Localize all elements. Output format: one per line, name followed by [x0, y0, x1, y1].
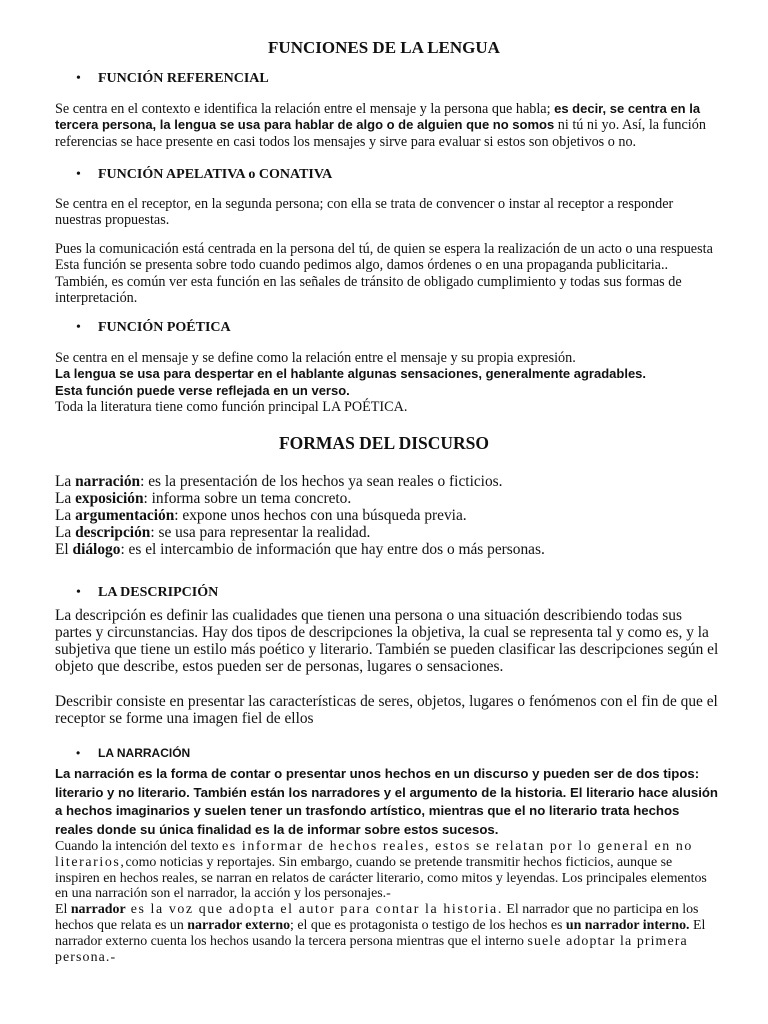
text-bold: un narrador interno.	[565, 917, 690, 933]
text-bold: es decir, se centra en la tercera persona, la lengua se usa para hablar de algo o de alguien que no somos	[55, 101, 701, 133]
paragraph-referencial	[55, 101, 720, 150]
list-item: La descripción: se usa para representar la realidad.	[55, 524, 371, 541]
text: Toda la literatura tiene como función principal LA POÉTICA.	[55, 398, 408, 415]
heading-funcion-referencial	[76, 71, 269, 87]
text-spaced: es la voz que adopta el autor para contar la historia.	[125, 902, 503, 918]
paragraph-descripcion-2: Describir consiste en presentar las características de seres, objetos, lugares o fenómenos con el fin de que el receptor se forme una imagen fiel de ellos	[55, 693, 718, 727]
title-funciones: FUNCIONES DE LA LENGUA	[268, 38, 500, 57]
text-bold: La lengua se usa para despertar en el hablante algunas sensaciones, generalmente agradables.	[55, 366, 647, 382]
text: como noticias y reportajes. Sin embargo, cuando se pretende transmitir hechos ficticios, aunque se inspiren en hechos reales, se narran en relatos de carácter literario, como mitos y leyendas. Los principales elementos en una narración son el narrador, la acción y los personajes.-	[55, 854, 707, 902]
text: También, es común ver esta función en las señales de tránsito de obligado cumplimiento y todas sus formas de interpretación.	[55, 273, 682, 306]
bullet-icon: •	[76, 320, 81, 335]
paragraph-descripcion-1: La descripción es definir las cualidades que tienen una persona o una situación describiendo todas sus partes y circunstancias. Hay dos tipos de descripciones la objetiva, la cual se representa tal y como es, y la subjetiva que tiene un estilo más poético y literario. También se pueden clasificar las descripciones según el objeto que describe, estos pueden ser de personas, lugares o sensaciones.	[55, 607, 719, 675]
title-formas-discurso: FORMAS DEL DISCURSO	[278, 433, 490, 453]
heading-la-narracion	[76, 746, 190, 760]
text: ni tú ni yo. Así, la función referencias se hace presente en casi todos los mensajes y sirve para evaluar si estos son objetivos o no.	[55, 117, 706, 150]
heading-label: FUNCIÓN REFERENCIAL	[98, 71, 269, 86]
text: Cuando la intención del texto	[55, 839, 223, 854]
formas-list	[55, 473, 720, 558]
text-spaced: suele adoptar la primera persona.-	[55, 933, 688, 965]
bullet-icon: •	[76, 585, 81, 600]
heading-label: FUNCIÓN APELATIVA o CONATIVA	[98, 167, 333, 182]
paragraph-narracion-texto	[55, 839, 720, 965]
bullet-icon: •	[76, 71, 81, 86]
paragraph-apelativa-2	[55, 241, 720, 306]
paragraph-poetica	[55, 350, 720, 415]
list-item: El diálogo: es el intercambio de información que hay entre dos o más personas.	[55, 541, 545, 558]
text: Se centra en el mensaje y se define como la relación entre el mensaje y su propia expresión.	[55, 350, 576, 366]
text: El narrador que no participa en los hechos que relata es un	[55, 902, 699, 933]
list-item: La exposición: informa sobre un tema concreto.	[55, 490, 352, 507]
text-bold: narrador	[70, 902, 126, 918]
text-bold: Esta función puede verse reflejada en un verso.	[55, 382, 350, 398]
list-item: La argumentación: expone unos hechos con una búsqueda previa.	[55, 507, 467, 524]
bullet-icon: •	[76, 746, 81, 760]
text: El	[55, 902, 71, 918]
text-bold: narrador externo	[187, 917, 291, 933]
text: Esta función se presenta sobre todo cuando pedimos algo, damos órdenes o en una propaganda publicitaria..	[55, 257, 669, 274]
heading-label: FUNCIÓN POÉTICA	[98, 320, 231, 335]
paragraph-narracion-bold: La narración es la forma de contar o presentar unos hechos en un discurso y pueden ser de dos tipos: literario y no literario. También están los narradores y el argumento de la historia. El literario hace alusión a hechos imaginarios y suelen tener un trasfondo artístico, mientras que el no literario trata hechos reales donde su única finalidad es la de informar sobre estos sucesos.	[55, 766, 718, 837]
text: ; el que es protagonista o testigo de los hechos es	[290, 917, 566, 933]
text-spaced: es informar de hechos reales, estos se relatan por lo general en no literarios,	[55, 839, 693, 870]
text: Pues la comunicación está centrada en la persona del tú, de quien se espera la realización de un acto o una respuesta	[55, 241, 713, 257]
heading-la-descripcion	[76, 585, 218, 601]
list-item: La narración: es la presentación de los hechos ya sean reales o ficticios.	[55, 473, 503, 490]
heading-label: LA DESCRIPCIÓN	[98, 585, 219, 600]
text: El narrador externo cuenta los hechos usando la tercera persona mientras que el interno	[55, 917, 706, 949]
paragraph-apelativa-1: Se centra en el receptor, en la segunda persona; con ella se trata de convencer o instar al receptor a responder nuestras propuestas.	[55, 196, 674, 229]
text: Se centra en el contexto e identifica la relación entre el mensaje y la persona que habla;	[55, 101, 555, 117]
heading-label: LA NARRACIÓN	[98, 746, 191, 760]
bullet-icon: •	[76, 167, 81, 182]
heading-funcion-poetica	[76, 320, 231, 336]
heading-funcion-apelativa	[76, 167, 332, 183]
